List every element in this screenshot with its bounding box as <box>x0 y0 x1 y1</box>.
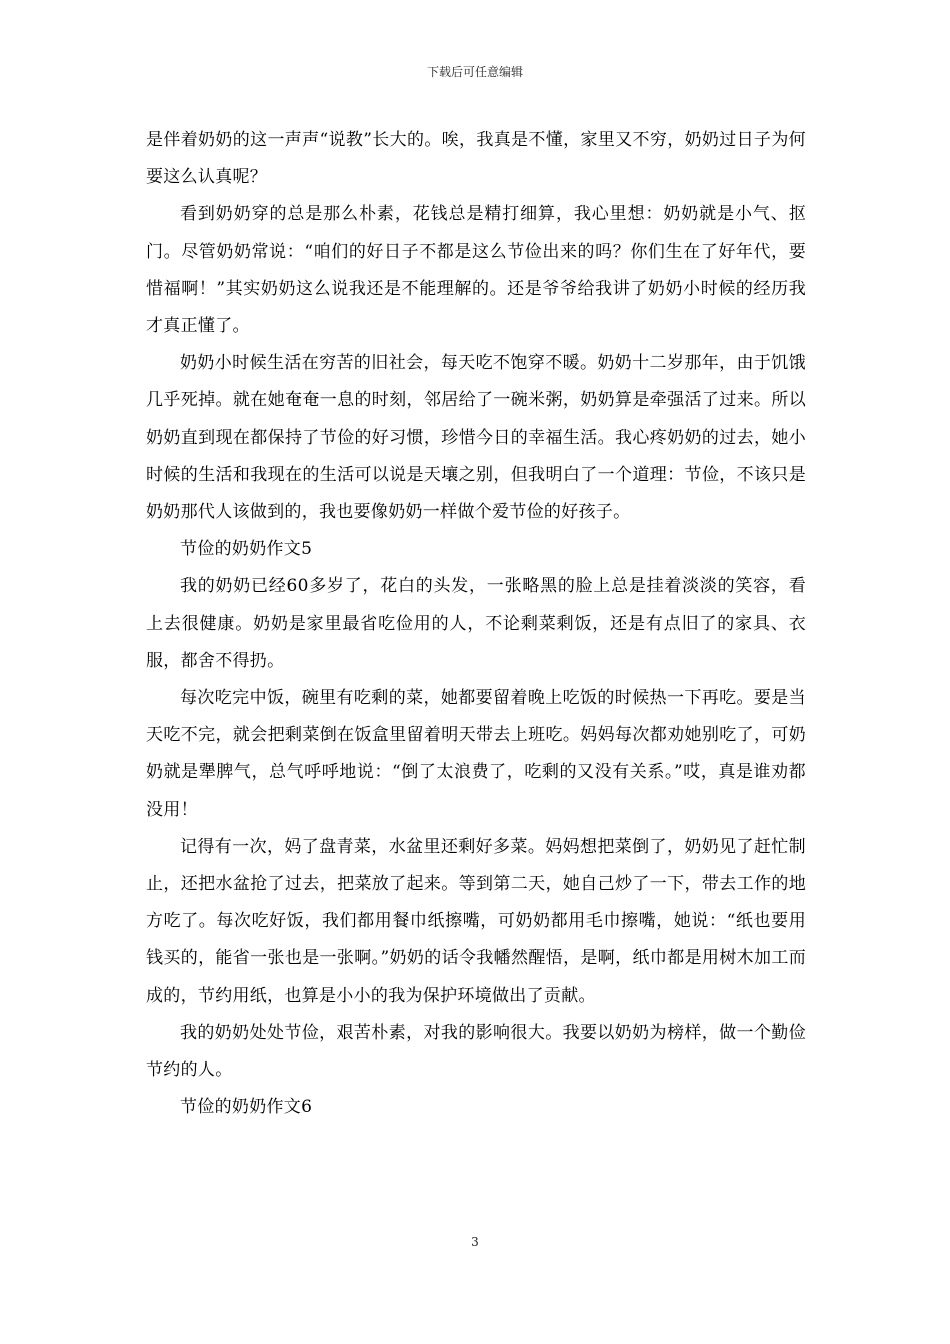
document-body <box>146 122 806 1126</box>
paragraph: 我的奶奶处处节俭，艰苦朴素，对我的影响很大。我要以奶奶为榜样，做一个勤俭节约的人。 <box>146 1022 806 1081</box>
page-header: 下载后可任意编辑 <box>426 65 523 79</box>
paragraph-continued: 是伴着奶奶的这一声声“说教”长大的。唉，我真是不懂，家里又不穷，奶奶过日子为何要这么认真呢？ <box>146 130 806 188</box>
paragraph: 看到奶奶穿的总是那么朴素，花钱总是精打细算，我心里想：奶奶就是小气、抠门。尽管奶奶常说：“咱们的好日子不都是这么节俭出来的吗？你们生在了好年代，要惜福啊！”其实奶奶这么说我还是不能理解的。还是爷爷给我讲了奶奶小时候的经历我才真正懂了。 <box>146 204 806 337</box>
paragraph: 我的奶奶已经60多岁了，花白的头发，一张略黑的脸上总是挂着淡淡的笑容，看上去很健康。奶奶是家里最省吃俭用的人，不论剩菜剩饭，还是有点旧了的家具、衣服，都舍不得扔。 <box>146 576 806 671</box>
section-heading: 节俭的奶奶作文5 <box>180 539 313 560</box>
page-number: 3 <box>471 1235 479 1249</box>
paragraph: 奶奶小时候生活在穷苦的旧社会，每天吃不饱穿不暖。奶奶十二岁那年，由于饥饿几乎死掉。就在她奄奄一息的时刻，邻居给了一碗米粥，奶奶算是牵强活了过来。所以奶奶直到现在都保持了节俭的好习惯，珍惜今日的幸福生活。我心疼奶奶的过去，她小时候的生活和我现在的生活可以说是天壤之别，但我明白了一个道理：节俭，不该只是奶奶那代人该做到的，我也要像奶奶一样做个爱节俭的好孩子。 <box>146 353 806 523</box>
section-heading: 节俭的奶奶作文6 <box>180 1097 313 1118</box>
paragraph: 记得有一次，妈了盘青菜，水盆里还剩好多菜。妈妈想把菜倒了，奶奶见了赶忙制止，还把水盆抢了过去，把菜放了起来。等到第二天，她自己炒了一下，带去工作的地方吃了。每次吃好饭，我们都用餐巾纸擦嘴，可奶奶都用毛巾擦嘴，她说：“纸也要用钱买的，能省一张也是一张啊。”奶奶的话令我幡然醒悟，是啊，纸巾都是用树木加工而成的，节约用纸，也算是小小的我为保护环境做出了贡献。 <box>146 836 806 1006</box>
paragraph: 每次吃完中饭，碗里有吃剩的菜，她都要留着晚上吃饭的时候热一下再吃。要是当天吃不完，就会把剩菜倒在饭盒里留着明天带去上班吃。妈妈每次都劝她别吃了，可奶奶就是犟脾气，总气呼呼地说：“倒了太浪费了，吃剩的又没有关系。”哎，真是谁劝都没用！ <box>146 688 806 820</box>
